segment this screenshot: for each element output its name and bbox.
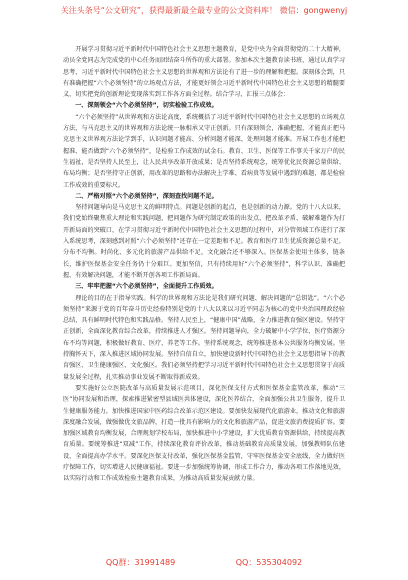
document-body [63, 44, 345, 485]
heading-two: 二、严格对照“六个必须坚持”，深刻查找问题不足。 [75, 192, 218, 200]
footer-qq: QQ：535304092 [235, 558, 303, 567]
paragraph-one: “六个必须坚持”从世界观和方法论高度，系统概括了习近平新时代中国特色社会主义思想的立场观点方法，与马克思主义的世界观和方法论统一脉相承又守正创新。只有深刻领会，准确把握，才能真正把马克思主义世界观方法论学到手，认识问题才能高、分析问题才能深、处理问题才能准。开展工作也才能把握准、能否做到“六个必须坚持”，是检验工作成效的试金石。教育、卫生、医保等工作事关千家万户的民生福祉，是否坚持人民至上，让人民共享改革开放成果；是否坚持系统观念，统筹优化民资源总量供给、布局均衡；是否坚持守正创新，用改革的思路和办法解决上学难、看病贵等发展中遇到的难题，都是检验工作成效的重要标尺。 [63, 113, 345, 189]
heading-one: 一、深刻领会“六个必须坚持”，切实检验工作成效。 [75, 102, 218, 110]
paragraph-three: 理论的目的在于指导实践。科学的世界观和方法论是我们研究问题、解决问题的“总钥匙”。“六个必须坚持”来源于党的百年奋斗历史经验特别是党的十八大以来以习近平同志为核心的党中央治国理政经验总结，具有鲜明时代特色和实践品格。坚持人民至上，“健康中国”战略，全力推进教育强区建设。坚持守正创新，全面深化教育综合改革，持续推进人才强区。坚持问题导向，全力破解中小学学位、医疗资源分布不均等问题，积极做好教育、医疗、养老等工作。坚持系统观念，统筹推进基本公共服务均衡发展。坚持胸怀天下，深入推进区域协同发展。坚持自信自立，加快建设新时代中国特色社会主义思想指导下的教育强区、卫生健康强区、文化强区。我们必须坚持把学习习近平新时代中国特色社会主义思想贯穿于高质量发展全过程，扎实推动事业发展不断取得新成效。 [63, 294, 345, 381]
paragraph-two: 坚持问题导向是马克思主义的鲜明特点。问题是创新的起点，也是创新的动力源。党的十八大以来，我们党始终聚焦重大理论和实践问题，把问题作为研究制定政策的出发点，把改革矛盾、破解难题作为打开新局面的突破口，在学习贯彻习近平新时代中国特色社会主义思想的过程中，对分管领域工作进行了深入系统思考，深刻感到对照“六个必须坚持”还存在一定差距和不足。教育和医疗卫生优质资源总量不足，分布不均衡。时尚化、多元化的旅游产品供给不足，文化融合还不够深入。医保基金使用主体多，链条长，维护医保基金安全任务仍十分艰巨。更加坚信，只有持续用好“六个必须坚持”，科学认识、准确把握、有效解决问题，才能不断开创各项工作新局面。 [63, 204, 345, 279]
bottom-footer [0, 558, 408, 568]
top-banner [0, 6, 408, 16]
footer-qq-group: QQ群：31991489 [105, 558, 176, 567]
paragraph-intro: 开展学习贯彻习近平新时代中国特色社会主义思想主题教育，是党中央为全面贯彻党的二十大精神，动员全党同志为完成党的中心任务而团结奋斗所作的重大部署。参加本次主题教育读书班，通过认真学习思考，习近平新时代中国特色社会主义思想的世界观和方法论有了进一步的理解和把握。深刻体会到，只有准确把握“六个必须坚持”的立场观点方法，才能更好领会习近平新时代中国特色社会主义思想的精髓要义，切实把党的创新理论变现落实到工作各方面全过程。结合学习，汇报三点体会： [63, 46, 345, 99]
paragraph-four: 要实施好公立医院改革与高质量发展示范项目，深化医保支付方式和医保基金监管改革，推动“三医”协同发展和治理，探索推进紧密型县域医共体建设，深化医养结合，全面加强公共卫生服务，提升卫生健康服务能力，加快推进国家中医药综合改革示范区建设。要加快发展现代化旅游业，推动文化和旅游深度融合发展，做强做优文旅品牌，打造一批具有影响力的文化和旅游产品，促进文旅消费提质扩容。要加强区域教育均衡发展，合理规划学校布局，加快推进中小学建设，扩大优质教育资源供给，持续提高教育质量。要统筹推进“双减”工作，持续深化教育评价改革，推动基础教育高质量发展，加强教师队伍建设，全面提高办学水平。要深化医保支付改革，强化医保基金监管，守牢医保基金安全底线，全力做好医疗保障工作，切实增进人民健康福祉。要进一步加强统筹协调，形成工作合力，推动各项工作落地见效，以实际行动和工作成效检验主题教育成果，为推动高质量发展贡献力量。 [63, 384, 345, 483]
banner-promo-text: 关注头条号“公文研究”，获得最新最全最专业的公文资料库！ [60, 6, 278, 15]
banner-wechat-text: 微信：gongwenyj [279, 6, 348, 15]
heading-three: 三、牢牢把握“六个必须坚持”，全面提升工作质效。 [75, 283, 218, 291]
